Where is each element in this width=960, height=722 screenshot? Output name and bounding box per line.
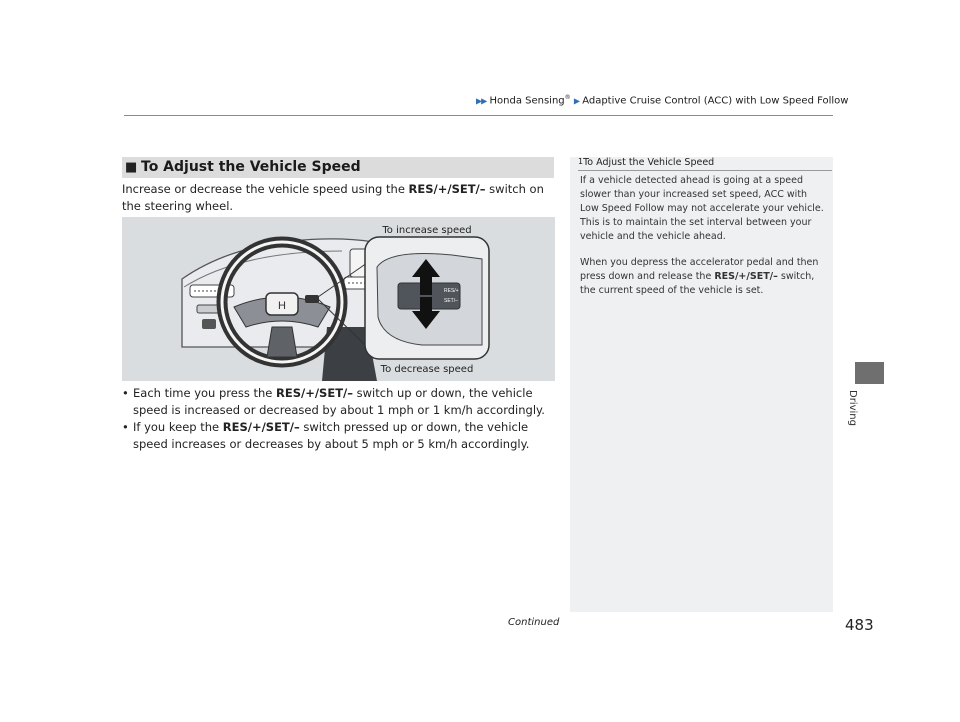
breadcrumb-arrow-icon: ▶▶ [476,96,487,106]
increase-speed-label: To increase speed [382,225,472,236]
switch-name: RES/+/SET/– [276,386,353,400]
registered-mark: ® [564,94,571,101]
note-text-end: switch, the current speed of the vehicle is set. [580,271,815,296]
steering-wheel-illustration [122,217,555,381]
breadcrumb [476,94,848,106]
breadcrumb-part2: Adaptive Cruise Control (ACC) with Low Speed Follow [582,95,849,107]
bullet-text-end: switch pressed up or down, the vehicle speed increases or decreases by about 5 mph or 5 km/h accordingly. [133,420,530,451]
chapter-tab[interactable] [855,362,884,384]
chapter-label-box [842,390,898,426]
bullet-text-start: If you keep the [133,420,223,434]
list-item [122,385,556,419]
section-heading [122,157,554,178]
page-number: 483 [845,616,874,634]
note-divider [578,170,832,171]
intro-text-start: Increase or decrease the vehicle speed using the [122,182,409,196]
svg-text:H: H [278,300,286,312]
bullet-marker: • [122,420,129,434]
note-paragraph-1: If a vehicle detected ahead is going at a speed slower than your increased set speed, ACC with Low Speed Follow may not accelerate your vehicle. This is to maintain the set interval between your vehicle and the vehicle ahead. [580,175,824,242]
intro-paragraph [122,181,556,215]
note-title-text: To Adjust the Vehicle Speed [583,157,715,168]
breadcrumb-part1: Honda Sensing [489,95,565,107]
switch-name: RES/+/SET/– [714,271,778,282]
note-title [578,157,714,168]
note-ref-icon: 1 [578,157,584,166]
list-item [122,419,556,453]
note-paragraph-2 [580,256,828,298]
switch-name: RES/+/SET/– [222,420,300,434]
bullet-text-end: switch up or down, the vehicle speed is increased or decreased by about 1 mph or 1 km/h accordingly. [133,386,545,417]
chapter-label: Driving [847,390,858,426]
header-divider [124,115,833,116]
button-label-bottom: SET/– [444,298,458,304]
section-marker-icon: ■ [125,160,138,175]
continued-label: Continued [508,617,560,628]
bullet-marker: • [122,386,129,400]
bullet-list [122,385,556,453]
steering-wheel-figure [122,217,555,381]
bullet-text-start: Each time you press the [133,386,277,400]
decrease-speed-label: To decrease speed [380,364,474,375]
section-title: To Adjust the Vehicle Speed [141,159,361,175]
intro-text-end: switch on the steering wheel. [122,182,544,213]
note-text-start: When you depress the accelerator pedal and then press down and release the [580,257,819,282]
button-label-top: RES/+ [444,288,459,294]
breadcrumb-arrow-icon: ▶ [573,96,579,106]
switch-name: RES/+/SET/– [408,182,486,196]
